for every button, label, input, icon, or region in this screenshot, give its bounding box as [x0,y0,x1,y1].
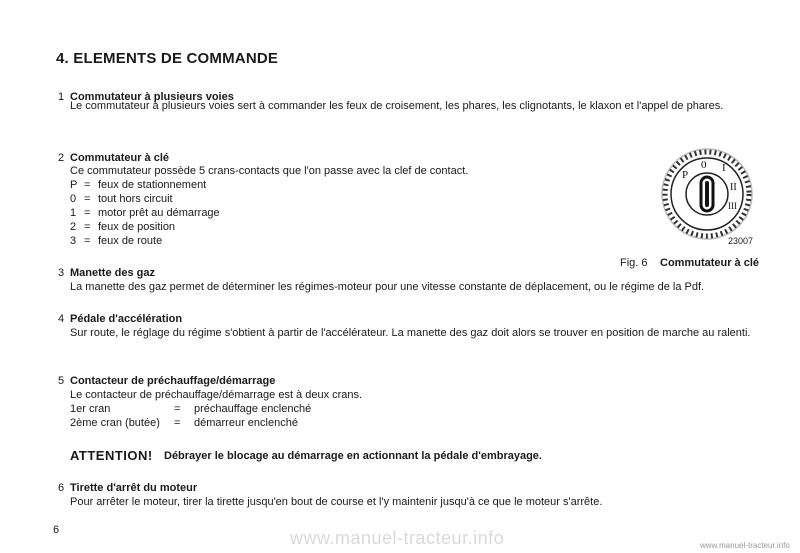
item-number-1: 1 [58,91,65,103]
item-heading-1: Commutateur à plusieurs voies [70,91,234,103]
item-heading-5: Contacteur de préchauffage/démarrage [70,375,276,387]
cran-desc: démarreur enclenché [194,417,298,429]
position-desc: feux de position [98,221,176,233]
position-equals: = [84,193,91,205]
key-switch-figure [655,147,755,247]
dial-label: 0 [701,159,707,171]
page-number: 6 [53,524,60,536]
cran-equals: = [174,403,181,415]
position-desc: feux de route [98,235,163,247]
figure-caption-prefix: Fig. 6 [620,257,648,269]
position-key: 1 [70,207,77,219]
item-text-5: Le contacteur de préchauffage/démarrage est à deux crans. [70,389,363,401]
item-text-1: Le commutateur à plusieurs voies sert à commander les feux de croisement, les phares, les clignotants, le klaxon et l'appel de phares. [70,100,724,112]
cran-label: 1er cran [70,403,111,415]
attention-label: ATTENTION! [70,448,153,463]
figure-code: 23007 [728,236,754,246]
key-switch-dial-icon [662,149,752,239]
item-number-6: 6 [58,482,65,494]
cran-desc: préchauffage enclenché [194,403,312,415]
position-equals: = [84,221,91,233]
position-desc: tout hors circuit [98,193,173,205]
position-key: P [70,179,78,191]
position-equals: = [84,179,91,191]
item-text-3: La manette des gaz permet de déterminer les régimes-moteur pour une vitesse constante de déplacement, ou le régime de la Pdf. [70,281,705,293]
item-text-6: Pour arrêter le moteur, tirer la tirette jusqu'en bout de course et l'y maintenir jusqu'à ce que le moteur s'arrête. [70,496,603,508]
item-heading-6: Tirette d'arrêt du moteur [70,482,198,494]
attention-text: Débrayer le blocage au démarrage en actionnant la pédale d'embrayage. [164,450,542,462]
item-heading-3: Manette des gaz [70,267,155,279]
position-equals: = [84,207,91,219]
position-key: 3 [70,235,77,247]
cran-label: 2ème cran (butée) [70,417,160,429]
cran-equals: = [174,417,181,429]
watermark-text: www.manuel-tracteur.info [290,528,505,548]
item-text-2: Ce commutateur possède 5 crans-contacts que l'on passe avec la clef de contact. [70,165,469,177]
item-number-2: 2 [58,152,65,164]
item-heading-2: Commutateur à clé [70,152,170,164]
position-desc: motor prêt au démarrage [98,207,220,219]
section-title: 4. ELEMENTS DE COMMANDE [56,50,279,67]
item-number-4: 4 [58,313,65,325]
dial-label: P [682,169,689,181]
dial-label: III [728,201,737,211]
position-key: 0 [70,193,77,205]
item-number-5: 5 [58,375,65,387]
item-text-4: Sur route, le réglage du régime s'obtient à partir de l'accélérateur. La manette des gaz doit alors se trouver en position de marche au ralenti. [70,327,751,339]
item-heading-4: Pédale d'accélération [70,313,183,325]
item-number-3: 3 [58,267,65,279]
dial-label: II [730,182,737,193]
watermark-small-text: www.manuel-tracteur.info [700,541,790,550]
position-desc: feux de stationnement [98,179,207,191]
figure-caption-title: Commutateur à clé [660,257,760,269]
position-equals: = [84,235,91,247]
dial-label: I [722,162,726,174]
position-key: 2 [70,221,77,233]
